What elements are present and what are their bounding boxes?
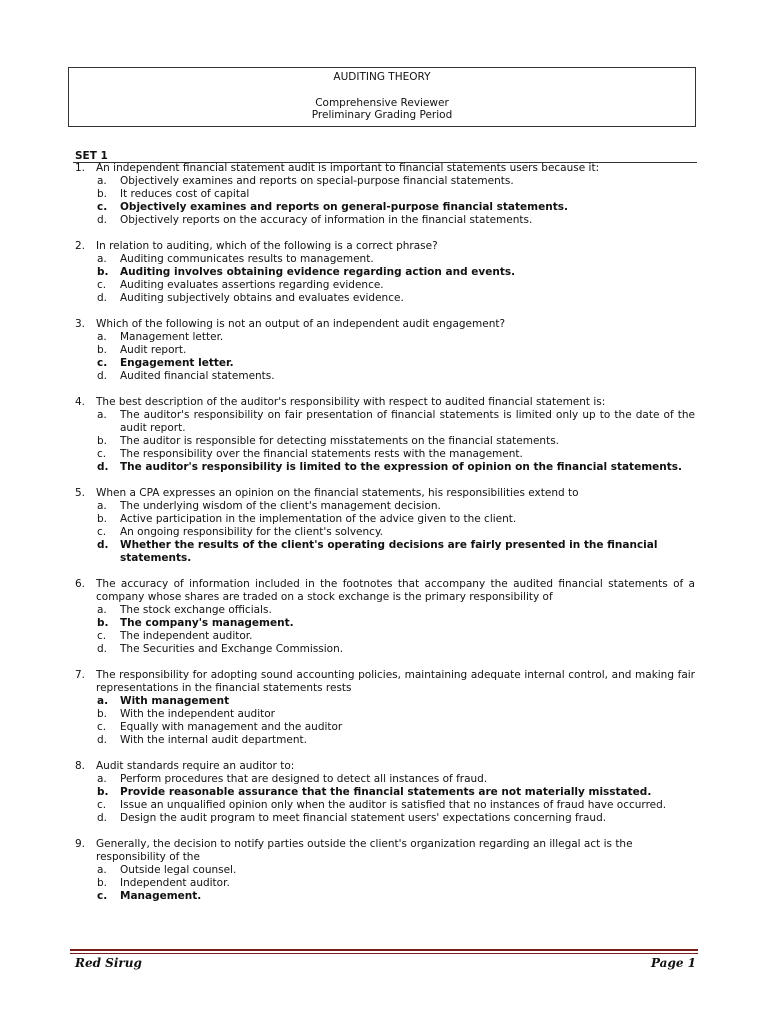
option-text: Objectively examines and reports on special-purpose financial statements.	[120, 175, 514, 187]
option-letter: a.	[97, 409, 107, 421]
option-letter: d.	[97, 461, 109, 473]
question-number: 3.	[75, 318, 86, 330]
option-text: Objectively reports on the accuracy of information in the financial statements.	[120, 214, 533, 226]
option-text: The auditor's responsibility on fair presentation of financial statements is limited only up to the date of the audit report.	[120, 409, 695, 434]
document-header-box	[68, 67, 696, 127]
question-text: When a CPA expresses an opinion on the financial statements, his responsibilities extend to	[96, 487, 579, 499]
option-letter: a.	[97, 604, 107, 616]
option-text: Issue an unqualified opinion only when the auditor is satisfied that no instances of fraud have occurred.	[120, 799, 667, 811]
question-stem	[75, 162, 695, 175]
option-text: Management letter.	[120, 331, 224, 343]
option-list	[97, 175, 695, 227]
option-text: The auditor's responsibility is limited to the expression of opinion on the financial statements.	[120, 461, 682, 473]
document-title: AUDITING THEORY	[333, 71, 431, 83]
option-letter: c.	[97, 448, 107, 460]
question-item	[75, 838, 695, 903]
option-text: Perform procedures that are designed to detect all instances of fraud.	[120, 773, 488, 785]
option-letter: a.	[97, 175, 107, 187]
option-item	[97, 721, 695, 734]
option-text: Engagement letter.	[120, 357, 234, 369]
option-item	[97, 448, 695, 461]
option-letter: a.	[97, 695, 109, 707]
option-letter: c.	[97, 890, 108, 902]
option-letter: b.	[97, 435, 108, 447]
question-item	[75, 240, 695, 305]
question-stem	[75, 578, 695, 604]
option-item	[97, 253, 695, 266]
option-text: Management.	[120, 890, 202, 902]
question-number: 4.	[75, 396, 86, 408]
option-list	[97, 695, 695, 747]
footer-divider	[70, 949, 698, 951]
option-text: With management	[120, 695, 230, 707]
question-text: An independent financial statement audit is important to financial statements users because it:	[96, 162, 600, 174]
question-text: The best description of the auditor's responsibility with respect to audited financial statement is:	[96, 396, 606, 408]
option-letter: d.	[97, 214, 108, 226]
option-text: With the independent auditor	[120, 708, 275, 720]
option-list	[97, 604, 695, 656]
option-item	[97, 799, 695, 812]
document-subtitle: Comprehensive Reviewer	[315, 97, 449, 109]
set-title: SET 1	[75, 150, 108, 162]
option-letter: b.	[97, 786, 109, 798]
option-text: With the internal audit department.	[120, 734, 307, 746]
option-item	[97, 513, 695, 526]
option-text: The stock exchange officials.	[120, 604, 272, 616]
option-text: The Securities and Exchange Commission.	[120, 643, 344, 655]
option-list	[97, 331, 695, 383]
option-item	[97, 526, 695, 539]
question-stem	[75, 669, 695, 695]
option-text: An ongoing responsibility for the client's solvency.	[120, 526, 383, 538]
answer-option	[97, 890, 695, 903]
option-text: Independent auditor.	[120, 877, 230, 889]
option-item	[97, 604, 695, 617]
option-letter: b.	[97, 513, 108, 525]
option-text: The independent auditor.	[120, 630, 253, 642]
answer-option	[97, 539, 695, 565]
option-item	[97, 188, 695, 201]
option-list	[97, 500, 695, 565]
question-item	[75, 760, 695, 825]
option-letter: a.	[97, 864, 107, 876]
option-letter: b.	[97, 266, 109, 278]
option-text: Auditing subjectively obtains and evaluates evidence.	[120, 292, 404, 304]
option-text: Outside legal counsel.	[120, 864, 237, 876]
option-item	[97, 279, 695, 292]
option-letter: b.	[97, 188, 108, 200]
footer-divider-thin	[70, 953, 698, 954]
question-stem	[75, 838, 695, 864]
option-letter: a.	[97, 331, 107, 343]
question-item	[75, 669, 695, 747]
answer-option	[97, 266, 695, 279]
option-letter: b.	[97, 344, 108, 356]
question-item	[75, 162, 695, 227]
option-item	[97, 630, 695, 643]
option-item	[97, 435, 695, 448]
question-number: 1.	[75, 162, 86, 174]
page-number: Page 1	[650, 956, 696, 970]
question-number: 6.	[75, 578, 86, 590]
question-stem	[75, 318, 695, 331]
question-list	[75, 162, 695, 916]
answer-option	[97, 786, 695, 799]
answer-option	[97, 617, 695, 630]
question-text: The responsibility for adopting sound accounting policies, maintaining adequate internal control, and making fair representations in the financial statements rests	[96, 669, 695, 694]
question-text: The accuracy of information included in the footnotes that accompany the audited financial statements of a company whose shares are traded on a stock exchange is the primary responsibility of	[96, 578, 695, 603]
question-text: Generally, the decision to notify parties outside the client's organization regarding an illegal act is the responsibility of the	[96, 838, 633, 863]
option-item	[97, 331, 695, 344]
option-item	[97, 812, 695, 825]
grading-period: Preliminary Grading Period	[311, 109, 453, 121]
option-text: Auditing involves obtaining evidence regarding action and events.	[120, 266, 516, 278]
question-text: Audit standards require an auditor to:	[96, 760, 295, 772]
option-letter: d.	[97, 539, 109, 551]
option-text: Audit report.	[120, 344, 187, 356]
option-text: The auditor is responsible for detecting misstatements on the financial statements.	[120, 435, 560, 447]
option-letter: c.	[97, 799, 107, 811]
option-item	[97, 175, 695, 188]
question-stem	[75, 487, 695, 500]
option-item	[97, 708, 695, 721]
option-letter: a.	[97, 773, 107, 785]
question-text: Which of the following is not an output of an independent audit engagement?	[96, 318, 506, 330]
footer-author: Red Sirug	[75, 956, 142, 970]
option-text: Active participation in the implementation of the advice given to the client.	[120, 513, 517, 525]
option-item	[97, 500, 695, 513]
option-item	[97, 773, 695, 786]
question-number: 9.	[75, 838, 86, 850]
option-letter: b.	[97, 877, 108, 889]
option-item	[97, 344, 695, 357]
option-text: Auditing communicates results to management.	[120, 253, 374, 265]
option-letter: d.	[97, 812, 108, 824]
question-item	[75, 578, 695, 656]
option-letter: b.	[97, 617, 109, 629]
question-item	[75, 396, 695, 474]
question-stem	[75, 240, 695, 253]
option-item	[97, 877, 695, 890]
option-item	[97, 214, 695, 227]
option-list	[97, 253, 695, 305]
answer-option	[97, 357, 695, 370]
option-letter: c.	[97, 721, 107, 733]
option-letter: a.	[97, 500, 107, 512]
option-text: Objectively examines and reports on general-purpose financial statements.	[120, 201, 568, 213]
option-text: Whether the results of the client's operating decisions are fairly presented in the financial statements.	[120, 539, 658, 564]
option-item	[97, 734, 695, 747]
option-letter: d.	[97, 370, 108, 382]
question-item	[75, 487, 695, 565]
option-list	[97, 773, 695, 825]
question-stem	[75, 760, 695, 773]
answer-option	[97, 461, 695, 474]
question-stem	[75, 396, 695, 409]
option-list	[97, 409, 695, 474]
option-letter: c.	[97, 526, 107, 538]
option-letter: d.	[97, 643, 108, 655]
option-letter: c.	[97, 201, 108, 213]
option-letter: c.	[97, 630, 107, 642]
option-letter: c.	[97, 357, 108, 369]
answer-option	[97, 695, 695, 708]
question-text: In relation to auditing, which of the following is a correct phrase?	[96, 240, 438, 252]
option-text: The responsibility over the financial statements rests with the management.	[120, 448, 523, 460]
option-text: Provide reasonable assurance that the financial statements are not materially misstated.	[120, 786, 652, 798]
option-text: The company's management.	[120, 617, 294, 629]
option-list	[97, 864, 695, 903]
option-text: It reduces cost of capital	[120, 188, 250, 200]
question-number: 7.	[75, 669, 86, 681]
question-number: 8.	[75, 760, 86, 772]
option-text: The underlying wisdom of the client's management decision.	[120, 500, 441, 512]
question-item	[75, 318, 695, 383]
option-item	[97, 409, 695, 435]
option-item	[97, 643, 695, 656]
answer-option	[97, 201, 695, 214]
question-number: 5.	[75, 487, 86, 499]
option-item	[97, 292, 695, 305]
question-number: 2.	[75, 240, 86, 252]
option-text: Audited financial statements.	[120, 370, 275, 382]
option-letter: c.	[97, 279, 107, 291]
option-text: Design the audit program to meet financial statement users' expectations concerning fraud.	[120, 812, 607, 824]
option-letter: d.	[97, 734, 108, 746]
option-letter: a.	[97, 253, 107, 265]
option-text: Equally with management and the auditor	[120, 721, 343, 733]
option-text: Auditing evaluates assertions regarding evidence.	[120, 279, 384, 291]
option-letter: d.	[97, 292, 108, 304]
option-item	[97, 370, 695, 383]
option-item	[97, 864, 695, 877]
option-letter: b.	[97, 708, 108, 720]
